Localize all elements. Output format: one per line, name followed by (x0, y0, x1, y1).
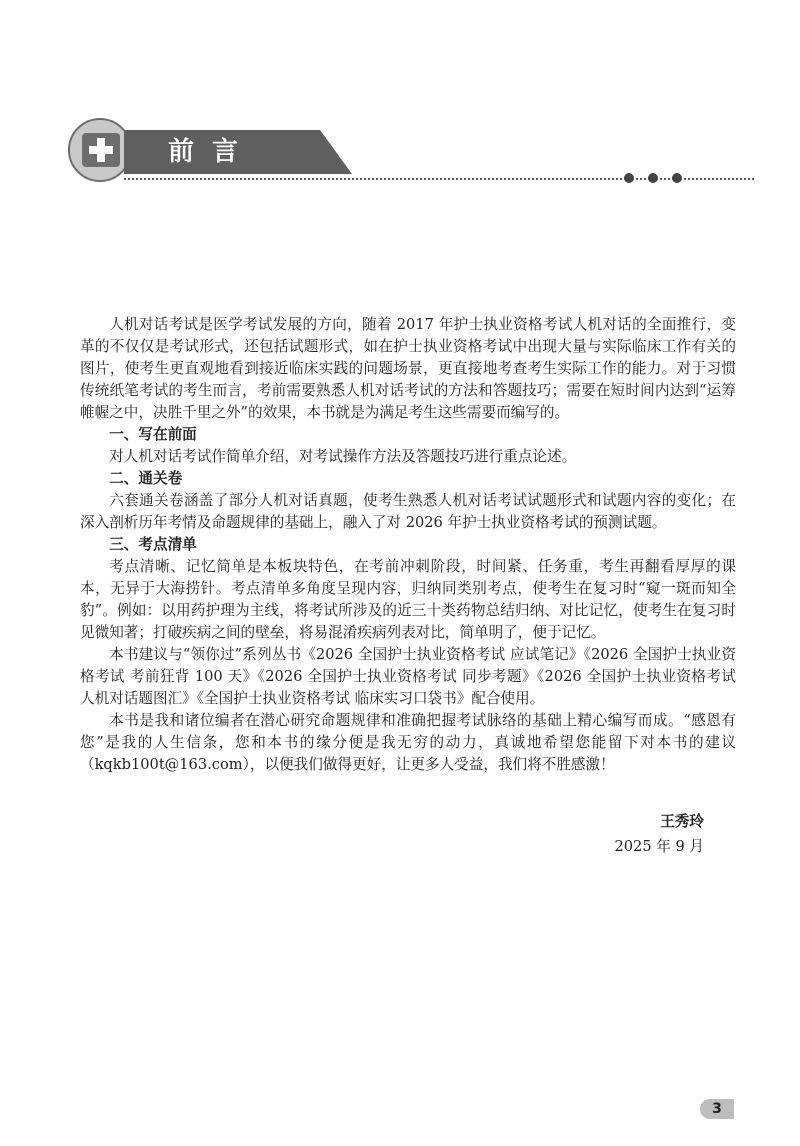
preface-body (80, 314, 736, 776)
section-heading-1: 一、写在前面 (109, 426, 197, 443)
dotted-rule (124, 178, 754, 180)
section-text-3: 考点清晰、记忆简单是本板块特色，在考前冲刺阶段，时间紧、任务重，考生再翻看厚厚的课本，无异于大海捞针。考点清单多角度呈现内容，归纳同类别考点，使考生在复习时“窥一斑而知全豹”。例如：以用药护理为主线，将考试所涉及的近三十类药物总结归纳、对比记忆，使考生在复习时见微知著；打破疾病之间的壁垒，将易混淆疾病列表对比，简单明了，便于记忆。 (80, 558, 736, 641)
preface-header (68, 118, 758, 198)
page-number: 3 (700, 1099, 734, 1119)
emblem (68, 118, 132, 182)
intro-paragraph: 人机对话考试是医学考试发展的方向，随着 2017 年护士执业资格考试人机对话的全面推行，变革的不仅仅是考试形式，还包括试题形式，如在护士执业资格考试中出现大量与实际临床工作有关的图片，使考生更直观地看到接近临床实践的问题场景，更直接地考查考生实际工作的能力。对于习惯传统纸笔考试的考生而言，考前需要熟悉人机对话考试的方法和答题技巧；需要在短时间内达到“运筹帷幄之中，决胜千里之外”的效果，本书就是为满足考生这些需要而编写的。 (80, 316, 736, 421)
signature-date: 2025 年 9 月 (614, 838, 704, 855)
series-paragraph: 本书建议与“领你过”系列丛书《2026 全国护士执业资格考试 应试笔记》《2026 全国护士执业资格考试 考前狂背 100 天》《2026 全国护士执业资格考试 同步考题》《2026 全国护士执业资格考试 人机对话题图汇》《全国护士执业资格考试 临床实习口袋书》配合使用。 (80, 646, 736, 707)
section-text-1: 对人机对话考试作简单介绍，对考试操作方法及答题技巧进行重点论述。 (109, 448, 577, 465)
section-heading-2: 二、通关卷 (109, 470, 183, 487)
section-text-2: 六套通关卷涵盖了部分人机对话真题，使考生熟悉人机对话考试试题形式和试题内容的变化；在深入剖析历年考情及命题规律的基础上，融入了对 2026 年护士执业资格考试的预测试题。 (80, 492, 736, 531)
medical-cross-icon (82, 133, 120, 167)
section-heading-3: 三、考点清单 (109, 536, 197, 553)
author-name: 王秀玲 (660, 813, 704, 830)
closing-paragraph: 本书是我和诸位编者在潜心研究命题规律和准确把握考试脉络的基础上精心编写而成。“感恩有您”是我的人生信条，您和本书的缘分便是我无穷的动力，真诚地希望您能留下对本书的建议（kqkb100t@163.com），以便我们做得更好，让更多人受益，我们将不胜感激！ (80, 712, 736, 773)
page-title: 前言 (168, 137, 257, 167)
